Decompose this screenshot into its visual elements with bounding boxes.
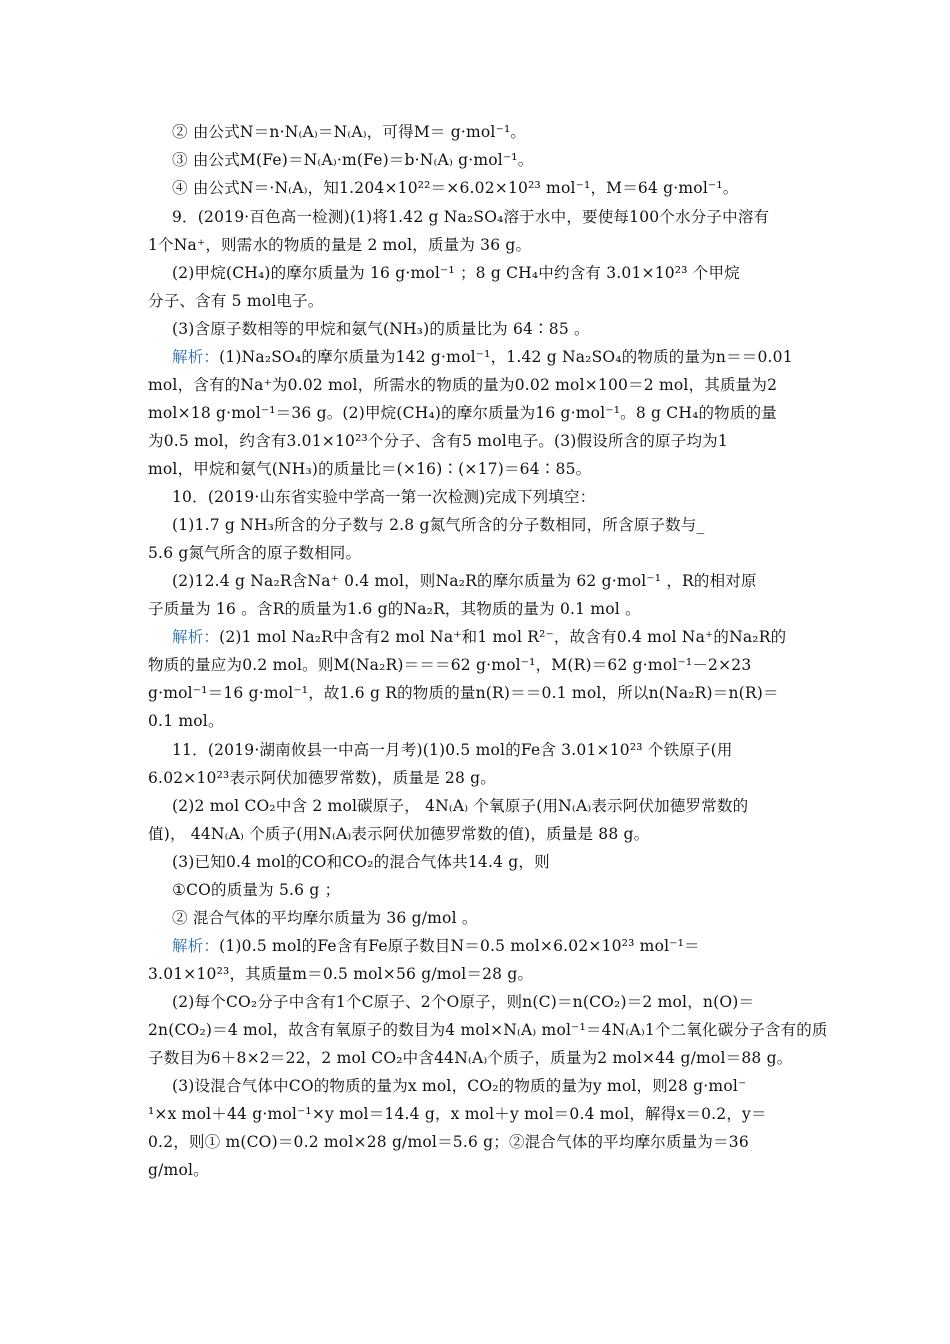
analysis-line: 解析：(1)0.5 mol的Fe含有Fe原子数目N＝0.5 mol×6.02×10²³ mol⁻¹＝	[172, 937, 700, 955]
text-line: 值)， 44N₍A₎ 个质子(用N₍A₎表示阿伏加德罗常数的值)，质量是 88 g。	[148, 825, 650, 843]
text-line: ①CO的质量为 5.6 g ；	[172, 881, 341, 899]
text-line: 物质的量应为0.2 mol。则M(Na₂R)＝＝＝62 g·mol⁻¹，M(R)＝62 g·mol⁻¹－2×23	[148, 656, 752, 674]
analysis-label: 解析：	[172, 348, 220, 366]
analysis-line: 解析：(2)1 mol Na₂R中含有2 mol Na⁺和1 mol R²⁻，故含有0.4 mol Na⁺的Na₂R的	[172, 628, 787, 646]
text-line: 分子、含有 5 mol电子。	[148, 292, 324, 310]
text-line: (3)已知0.4 mol的CO和CO₂的混合气体共14.4 g，则	[172, 853, 550, 871]
text-line: (2)每个CO₂分子中含有1个C原子、2个O原子，则n(C)＝n(CO₂)＝2 mol，n(O)＝	[172, 993, 755, 1011]
text-line: ④ 由公式N＝·N₍A₎，知1.204×10²²＝×6.02×10²³ mol⁻¹，M＝64 g·mol⁻¹。	[172, 179, 739, 197]
text-line: mol，甲烷和氨气(NH₃)的质量比＝(×16)∶(×17)＝64∶85。	[148, 460, 592, 478]
text-line: mol×18 g·mol⁻¹＝36 g。(2)甲烷(CH₄)的摩尔质量为16 g·mol⁻¹。8 g CH₄的物质的量	[148, 404, 777, 422]
text-line: mol，含有的Na⁺为0.02 mol，所需水的物质的量为0.02 mol×100＝2 mol，其质量为2	[148, 376, 778, 394]
analysis-label: 解析：	[172, 628, 220, 646]
question-10-line: 10．(2019·山东省实验中学高一第一次检测)完成下列填空：	[172, 488, 596, 506]
text-line: 3.01×10²³，其质量m＝0.5 mol×56 g/mol＝28 g。	[148, 965, 534, 983]
text-line: g·mol⁻¹＝16 g·mol⁻¹，故1.6 g R的物质的量n(R)＝＝0.1 mol，所以n(Na₂R)＝n(R)＝	[148, 684, 779, 702]
text-line: ② 混合气体的平均摩尔质量为 36 g/mol 。	[172, 909, 478, 927]
text-line: 2n(CO₂)＝4 mol，故含有氧原子的数目为4 mol×N₍A₎ mol⁻¹＝4N₍A₎1个二氧化碳分子含有的质	[148, 1021, 828, 1039]
analysis-label: 解析：	[172, 937, 220, 955]
text-line: (2)12.4 g Na₂R含Na⁺ 0.4 mol，则Na₂R的摩尔质量为 62 g·mol⁻¹ ，R的相对原	[172, 572, 757, 590]
text-line: ② 由公式N＝n·N₍A₎＝N₍A₎，可得M＝ g·mol⁻¹。	[172, 123, 527, 141]
text-line: (3)含原子数相等的甲烷和氨气(NH₃)的质量比为 64∶85 。	[172, 320, 590, 338]
text-line: 子数目为6＋8×2＝22，2 mol CO₂中含44N₍A₎个质子，质量为2 mol×44 g/mol＝88 g。	[148, 1049, 793, 1067]
text-line: g/mol。	[148, 1161, 209, 1179]
text-line: 0.1 mol。	[148, 712, 224, 730]
text-line: (2)甲烷(CH₄)的摩尔质量为 16 g·mol⁻¹ ；8 g CH₄中约含有 3.01×10²³ 个甲烷	[172, 264, 740, 282]
text-line: ¹×x mol＋44 g·mol⁻¹×y mol＝14.4 g，x mol＋y mol＝0.4 mol，解得x＝0.2，y＝	[148, 1105, 767, 1123]
text-line: 1个Na⁺，则需水的物质的量是 2 mol，质量为 36 g。	[148, 236, 532, 254]
text-line: 5.6 g氮气所含的原子数相同。	[148, 544, 362, 562]
question-11-line: 11．(2019·湖南攸县一中高一月考)(1)0.5 mol的Fe含 3.01×10²³ 个铁原子(用	[172, 741, 733, 759]
text-line: (3)设混合气体中CO的物质的量为x mol，CO₂的物质的量为y mol，则28 g·mol⁻	[172, 1077, 747, 1095]
text-line: 0.2，则① m(CO)＝0.2 mol×28 g/mol＝5.6 g；②混合气体的平均摩尔质量为＝36	[148, 1133, 749, 1151]
text-line: (1)1.7 g NH₃所含的分子数与 2.8 g氮气所含的分子数相同，所含原子数与_	[172, 516, 705, 534]
text-line: ③ 由公式M(Fe)＝N₍A₎·m(Fe)＝b·N₍A₎ g·mol⁻¹。	[172, 151, 534, 169]
text-line: 6.02×10²³表示阿伏加德罗常数)，质量是 28 g。	[148, 769, 496, 787]
text-line: (2)2 mol CO₂中含 2 mol碳原子， 4N₍A₎ 个氧原子(用N₍A₎表示阿伏加德罗常数的	[172, 797, 749, 815]
question-9-line: 9．(2019·百色高一检测)(1)将1.42 g Na₂SO₄溶于水中，要使每100个水分子中溶有	[172, 208, 770, 226]
text-line: 为0.5 mol，约含有3.01×10²³个分子、含有5 mol电子。(3)假设所含的原子均为1	[148, 432, 728, 450]
analysis-line: 解析：(1)Na₂SO₄的摩尔质量为142 g·mol⁻¹，1.42 g Na₂SO₄的物质的量为n＝＝0.01	[172, 348, 793, 366]
text-line: 子质量为 16 。含R的质量为1.6 g的Na₂R，其物质的量为 0.1 mol 。	[148, 600, 641, 618]
